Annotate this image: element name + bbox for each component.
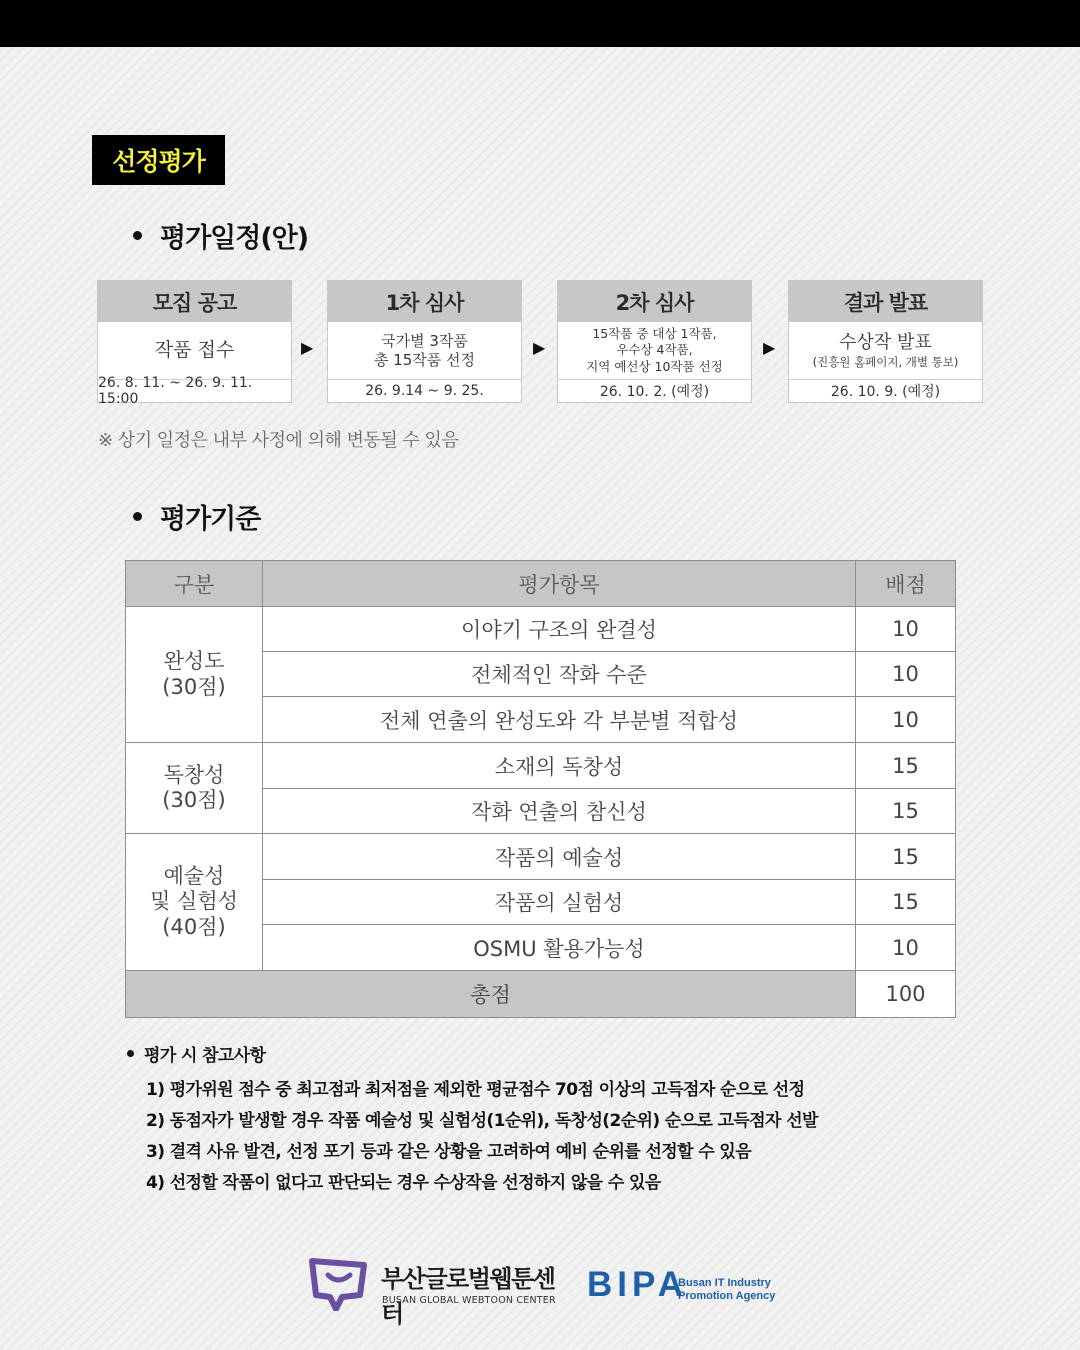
bipa-logo	[587, 1265, 777, 1305]
schedule-step-announcement	[788, 280, 983, 403]
score-cell: 15	[856, 880, 956, 925]
step-body	[558, 322, 751, 380]
score-cell: 10	[856, 925, 956, 971]
bullet-dot	[133, 512, 142, 521]
busan-webtoon-center-logo	[306, 1255, 566, 1328]
step-body-line: 지역 예선상 10작품 선정	[586, 358, 723, 374]
step-body	[789, 322, 982, 380]
criteria-heading	[133, 497, 260, 536]
category-label: 독창성	[163, 762, 225, 787]
column-header: 배점	[856, 561, 956, 607]
item-cell: 전체적인 작화 수준	[263, 652, 856, 697]
reference-item: 1) 평가위원 점수 중 최고점과 최저점을 제외한 평균점수 70점 이상의 고득점자 순으로 선정	[146, 1080, 805, 1100]
step-body-line: 15작품 중 대상 1작품,	[592, 326, 717, 342]
item-cell: 작화 연출의 참신성	[263, 789, 856, 834]
item-cell: 작품의 예술성	[263, 834, 856, 880]
arrow-icon: ▶	[301, 338, 314, 357]
arrow-icon: ▶	[763, 338, 776, 357]
bipa-line1: Busan IT Industry	[678, 1277, 771, 1289]
category-cell	[126, 743, 263, 834]
category-label: 완성도	[163, 649, 225, 674]
column-header: 구분	[126, 561, 263, 607]
step-date: 26. 8. 11. ~ 26. 9. 11. 15:00	[98, 375, 253, 407]
center-name: 부산글로벌웹툰센터	[381, 1265, 555, 1328]
step-title: 2차 심사	[558, 281, 751, 322]
score-cell: 15	[856, 834, 956, 880]
step-body-line: 작품 접수	[154, 338, 235, 361]
score-cell: 10	[856, 652, 956, 697]
score-cell: 10	[856, 607, 956, 652]
step-date: 26. 10. 9. (예정)	[830, 384, 941, 400]
bipa-wordmark: BIPA	[587, 1265, 689, 1304]
table-row	[126, 834, 956, 880]
step-body-line: 총 15작품 선정	[373, 350, 476, 369]
total-row	[126, 971, 956, 1018]
step-body-line: 우수상 4작품,	[616, 342, 693, 358]
center-name-en: BUSAN GLOBAL WEBTOON CENTER	[382, 1295, 556, 1306]
total-score: 100	[856, 971, 956, 1018]
table-row	[126, 607, 956, 652]
category-points: (40점)	[162, 914, 226, 939]
step-body-line: 수상작 발표	[839, 332, 932, 354]
reference-heading	[127, 1041, 818, 1066]
criteria-heading-text: 평가기준	[160, 504, 261, 535]
category-points: (30점)	[162, 674, 226, 699]
top-black-bar	[0, 0, 1080, 47]
item-cell: 작품의 실험성	[263, 880, 856, 925]
item-cell: 소재의 독창성	[263, 743, 856, 789]
webtoon-center-mark-icon	[306, 1255, 370, 1311]
schedule-note: ※ 상기 일정은 내부 사정에 의해 변동될 수 있음	[98, 430, 459, 451]
score-cell: 15	[856, 743, 956, 789]
reference-item: 3) 결격 사유 발견, 선정 포기 등과 같은 상황을 고려하여 예비 순위를 선정할 수 있음	[146, 1142, 752, 1162]
step-date: 26. 10. 2. (예정)	[599, 384, 710, 400]
step-title: 결과 발표	[789, 281, 982, 322]
table-header-row	[126, 561, 956, 607]
reference-heading-text: 평가 시 참고사항	[144, 1046, 266, 1066]
reference-item: 2) 동점자가 발생할 경우 작품 예술성 및 실험성(1순위), 독창성(2순위) 순으로 고득점자 선발	[146, 1111, 818, 1131]
step-title: 1차 심사	[328, 281, 521, 322]
item-cell: OSMU 활용가능성	[263, 925, 856, 971]
step-body-line: (진흥원 홈페이지, 개별 통보)	[812, 354, 959, 369]
table-row	[126, 743, 956, 789]
score-cell: 10	[856, 697, 956, 743]
category-label-2: 및 실험성	[150, 889, 238, 914]
item-cell: 이야기 구조의 완결성	[263, 607, 856, 652]
total-label: 총점	[126, 971, 856, 1018]
reference-notes	[127, 1041, 818, 1199]
schedule-step-recruit	[97, 280, 292, 407]
schedule-step-first-review	[327, 280, 522, 403]
bullet-dot	[133, 231, 142, 240]
category-points: (30점)	[162, 788, 226, 812]
item-cell: 전체 연출의 완성도와 각 부분별 적합성	[263, 697, 856, 743]
column-header: 평가항목	[263, 561, 856, 607]
bullet-dot	[127, 1050, 134, 1057]
category-cell	[126, 834, 263, 971]
schedule-step-second-review	[557, 280, 752, 403]
category-label: 예술성	[163, 864, 225, 889]
category-cell	[126, 607, 263, 743]
bipa-line2: Promotion Agency	[678, 1290, 776, 1302]
step-body	[328, 322, 521, 380]
step-date: 26. 9.14 ~ 9. 25.	[365, 383, 484, 399]
step-body	[98, 322, 291, 380]
arrow-icon: ▶	[533, 338, 546, 357]
step-body-line: 국가별 3작품	[381, 331, 468, 350]
schedule-heading	[133, 216, 308, 255]
criteria-table	[125, 560, 956, 1018]
score-cell: 15	[856, 789, 956, 834]
section-tag: 선정평가	[92, 135, 225, 185]
reference-item: 4) 선정할 작품이 없다고 판단되는 경우 수상작을 선정하지 않을 수 있음	[146, 1173, 661, 1193]
step-title: 모집 공고	[98, 281, 291, 322]
schedule-heading-text: 평가일정(안)	[160, 223, 309, 254]
